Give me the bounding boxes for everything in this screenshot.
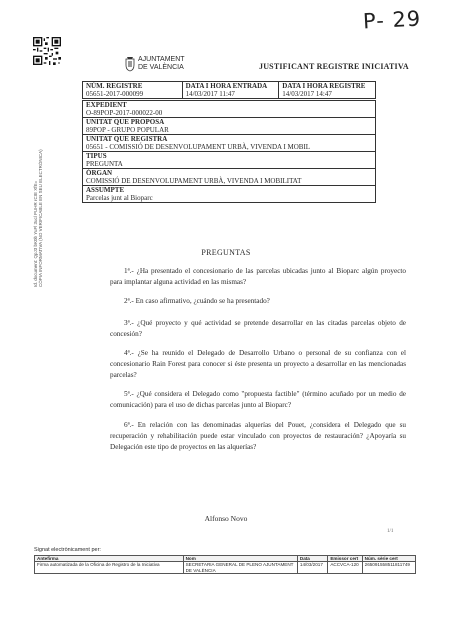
verification-sidebar <box>33 117 45 287</box>
page-number: 1/1 <box>387 529 394 534</box>
copy-notice-text: CÒPIA INFORMATIVA (NO VERIFICABLE EN SEU ELECTRÒNICA) <box>38 149 43 287</box>
table-cell: ACCVCA-120 <box>328 562 362 574</box>
registration-date-label: DATA I HORA REGISTRE <box>282 82 366 90</box>
column-header: Data <box>297 556 327 562</box>
field-body <box>82 168 376 186</box>
registry-number-value: 05651-2017-000099 <box>86 90 144 98</box>
field-label: UNITAT QUE REGISTRA <box>86 135 168 143</box>
entry-date-cell <box>182 82 279 99</box>
field-label: TIPUS <box>86 152 107 160</box>
table-row <box>35 562 416 574</box>
registry-number-label: NÚM. REGISTRE <box>86 82 143 90</box>
entry-date-label: DATA I HORA ENTRADA <box>185 82 268 90</box>
column-header: Nom <box>183 556 297 562</box>
registry-number-cell <box>83 82 183 99</box>
registry-table <box>82 81 376 99</box>
field-type <box>82 151 376 169</box>
field-value: O-89POP-2017-000022-00 <box>86 109 163 117</box>
question-5: 5ª.- ¿Qué considera el Delegado como "propuesta factible" (término acuñado por un medio de comunicación) para el uso de dichas parcelas junto al Bioparc? <box>110 390 406 409</box>
field-value: 89POP - GRUPO POPULAR <box>86 126 169 134</box>
document-id-text: Id. document: QpJ3 bK0b YuFl 3ucl PUHR rCIE XfE= <box>33 180 38 287</box>
column-header: Núm. sèrie cert <box>362 556 415 562</box>
question-1: 1ª.- ¿Ha presentado el concesionario de las parcelas ubicadas junto al Bioparc algún proyecto para implantar alguna actividad en las mismas? <box>110 267 406 286</box>
signed-by-label: Signat electrònicament per: <box>34 547 101 553</box>
field-proposing-unit <box>82 117 376 135</box>
table-cell: Firma automatizada de la Oficina de Registro de la Iniciativa <box>35 562 184 574</box>
field-value: COMISSIÓ DE DESENVOLUPAMENT URBÀ, VIVENDA I MOBILITAT <box>86 177 302 185</box>
table-cell: SECRETARIA GENERAL DE PLENO AJUNTAMENT DE VALÈNCIA <box>183 562 297 574</box>
field-value: Parcelas junt al Bioparc <box>86 194 153 202</box>
question-6: 6ª.- En relación con las denominadas alquerías del Pouet, ¿considera el Delegado que su recuperación y rehabilitación puede estar vinculado con proyectos de restauración? ¿Apoyaría su Delegación este tipo de proyectos en las alquerías? <box>110 421 406 451</box>
field-subject <box>82 185 376 203</box>
column-header: Emissor cert <box>328 556 362 562</box>
signature-table <box>34 555 416 574</box>
field-value: PREGUNTA <box>86 160 123 168</box>
signatory-name: Alfonso Novo <box>204 514 248 523</box>
org-line-2: DE VALÈNCIA <box>138 63 184 71</box>
question-3: 3ª.- ¿Qué proyecto y qué actividad se pretende desarrollar en las citadas parcelas objeto de concesión? <box>110 319 406 338</box>
handwritten-page-note: P- 29 <box>362 6 422 34</box>
registration-date-value: 14/03/2017 14:47 <box>282 90 332 98</box>
field-label: EXPEDIENT <box>86 101 127 109</box>
qr-code-icon <box>33 37 61 65</box>
entry-date-value: 14/03/2017 11:47 <box>185 90 235 98</box>
document-title: JUSTIFICANT REGISTRE INICIATIVA <box>259 62 409 71</box>
org-line-1: AJUNTAMENT <box>138 56 185 63</box>
column-header: Antefirma <box>35 556 184 562</box>
field-label: ÒRGAN <box>86 169 113 177</box>
registration-date-cell <box>279 82 376 99</box>
field-value: 05651 - COMISSIÓ DE DESENVOLUPAMENT URBÀ, VIVENDA I MOBIL <box>86 143 311 151</box>
questions-heading: PREGUNTAS <box>201 248 251 257</box>
organization-name <box>138 56 185 71</box>
table-cell: 14/03/2017 <box>297 562 327 574</box>
registry-fields <box>82 100 376 203</box>
field-label: UNITAT QUE PROPOSA <box>86 118 165 126</box>
question-4: 4ª.- ¿Se ha reunido el Delegado de Desarrollo Urbano o personal de su confianza con el concesionario Rain Forest para conocer si éste presenta un proyecto a desarrollar en las mencionadas parcelas? <box>110 349 406 379</box>
city-council-crest-icon <box>124 56 136 72</box>
field-expedient <box>82 100 376 118</box>
field-label: ASSUMPTE <box>86 186 125 194</box>
question-2: 2ª.- En caso afirmativo, ¿cuándo se ha presentado? <box>124 297 270 305</box>
field-registering-unit <box>82 134 376 152</box>
table-cell: 265091558511811749 <box>362 562 415 574</box>
